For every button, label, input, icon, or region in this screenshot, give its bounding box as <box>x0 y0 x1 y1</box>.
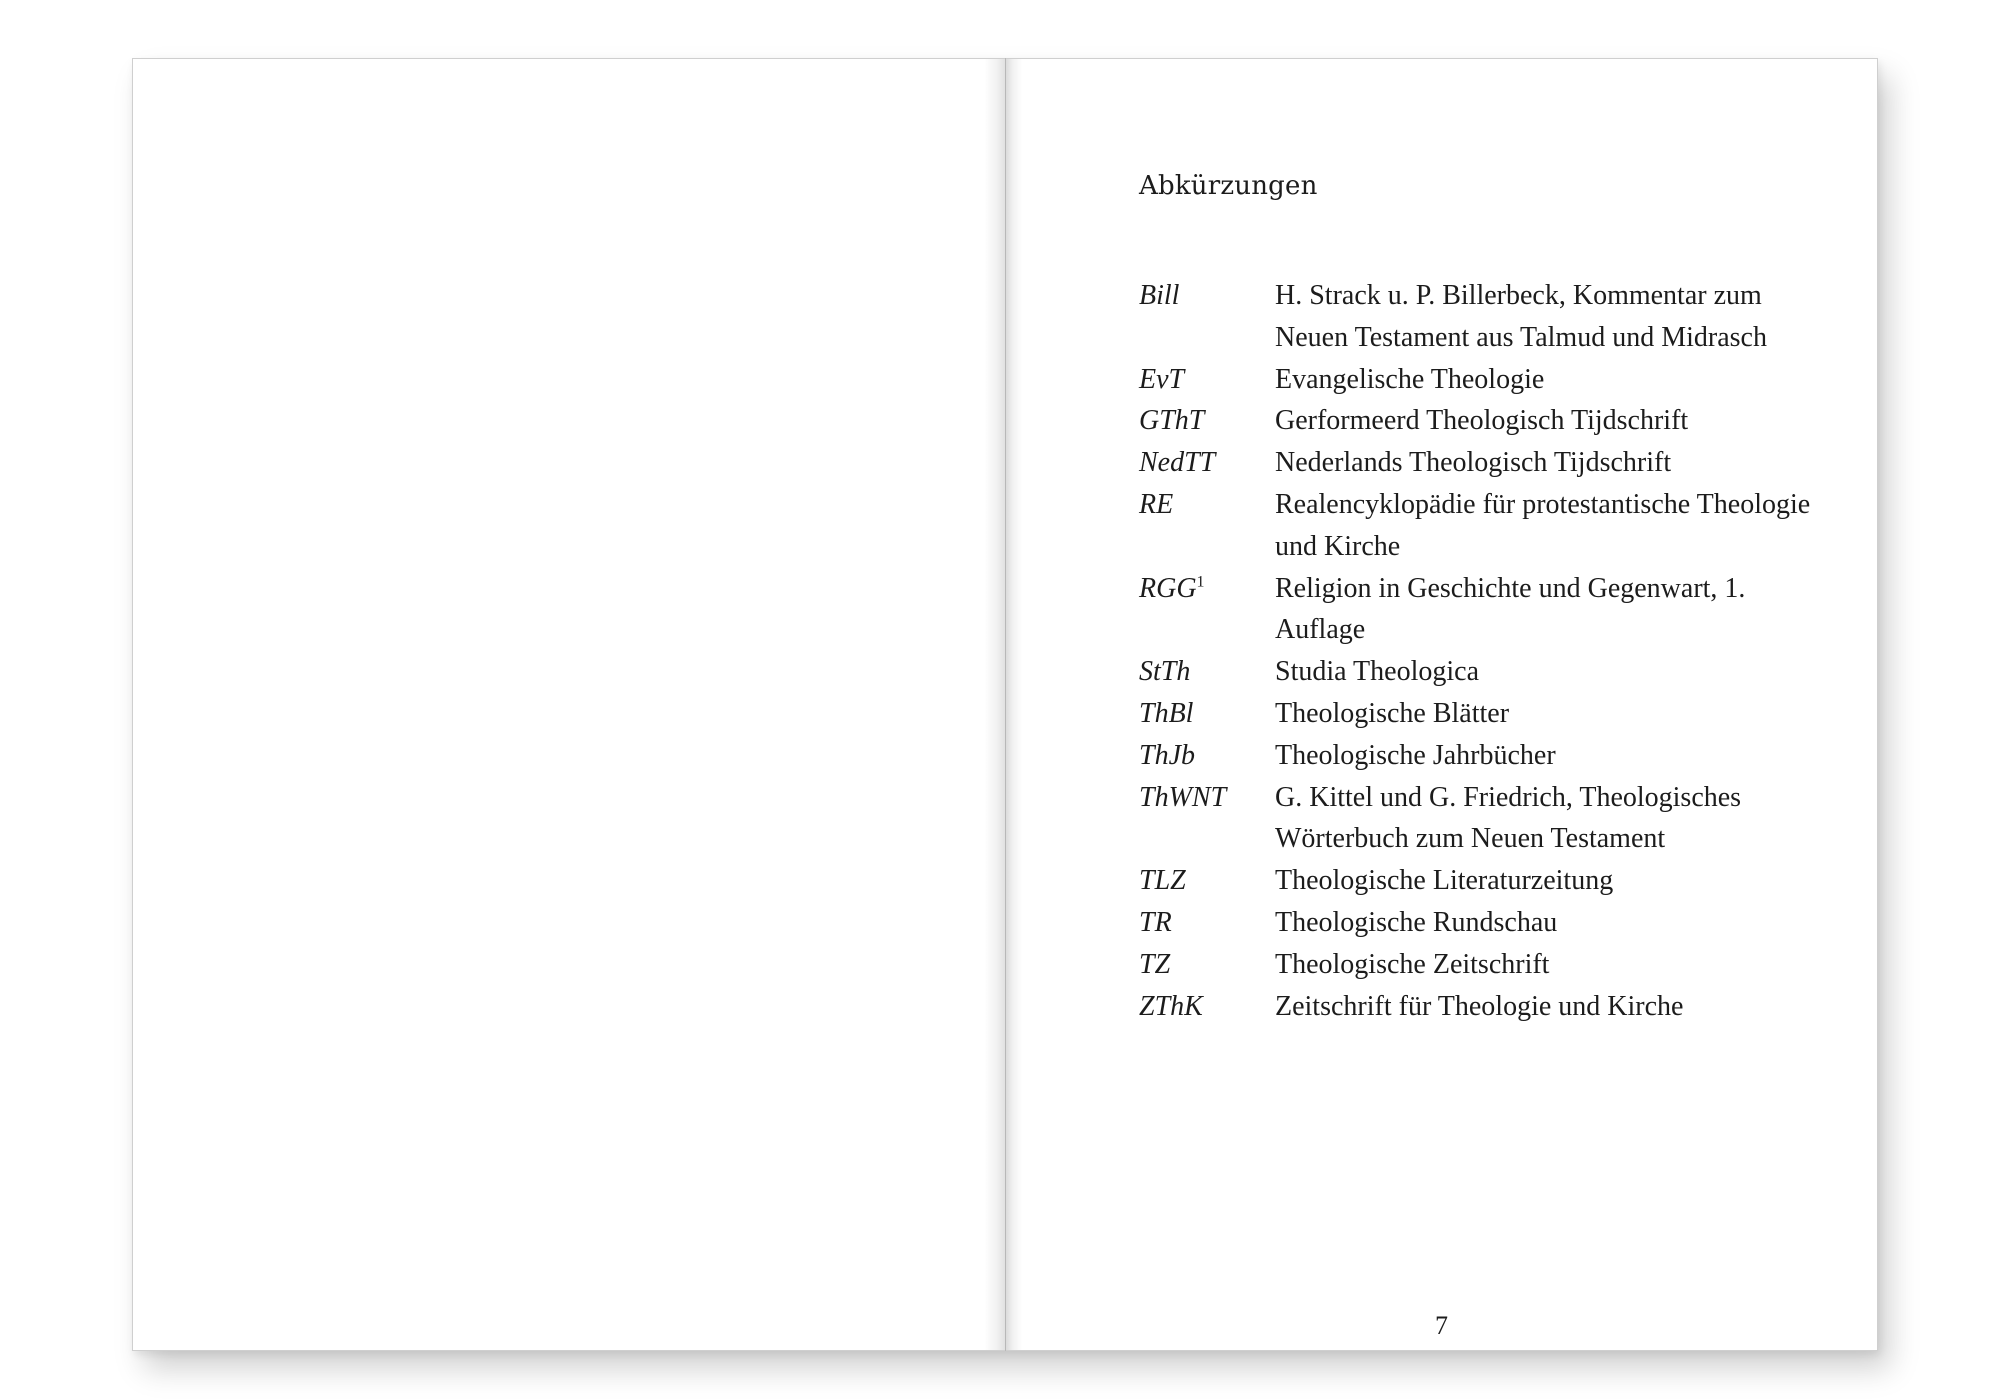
abbreviation-term <box>1139 400 1275 442</box>
abbreviation-entry <box>1139 442 1839 484</box>
abbreviation-entry <box>1139 693 1839 735</box>
abbreviation-term-text: ThJb <box>1139 739 1195 771</box>
right-page <box>1006 58 1878 1351</box>
abbreviation-definition: Theologische Zeitschrift <box>1275 948 1550 980</box>
right-page-gutter-shadow <box>1006 59 1022 1350</box>
abbreviation-term-text: StTh <box>1139 656 1191 688</box>
abbreviation-term <box>1139 735 1275 777</box>
abbreviation-term-text: RE <box>1139 488 1174 520</box>
abbreviation-term-text: GThT <box>1139 405 1205 437</box>
abbreviation-entry <box>1139 944 1839 986</box>
abbreviation-term <box>1139 860 1275 902</box>
abbreviation-definition: Zeitschrift für Theologie und Kirche <box>1275 990 1684 1022</box>
abbreviation-term-text: ThWNT <box>1139 781 1227 813</box>
abbreviation-definition: Nederlands Theologisch Tijdschrift <box>1275 447 1672 479</box>
abbreviation-term <box>1139 651 1275 693</box>
abbreviation-term <box>1139 484 1275 526</box>
abbreviation-term-text: TZ <box>1139 948 1171 980</box>
abbreviation-superscript: 1 <box>1196 573 1205 591</box>
abbreviation-definition: Theologische Blätter <box>1275 697 1510 729</box>
abbreviation-definition: Theologische Rundschau <box>1275 906 1558 938</box>
abbreviation-definition: Gerformeerd Theologisch Tijdschrift <box>1275 405 1689 437</box>
abbreviation-term <box>1139 359 1275 401</box>
abbreviation-entry <box>1139 735 1839 777</box>
abbreviation-term <box>1139 693 1275 735</box>
abbreviation-definition: Studia Theologica <box>1275 656 1479 688</box>
abbreviation-definition: H. Strack u. P. Billerbeck, Kommentar zum Neuen Testament aus Talmud und Midrasch <box>1275 280 1767 353</box>
abbreviation-entry <box>1139 777 1839 861</box>
abbreviation-term <box>1139 442 1275 484</box>
abbreviation-definition: G. Kittel und G. Friedrich, Theologisches Wörterbuch zum Neuen Testament <box>1275 781 1742 855</box>
abbreviation-term-text: ZThK <box>1139 990 1203 1022</box>
abbreviation-entry <box>1139 568 1839 652</box>
abbreviation-term-text: Bill <box>1139 280 1180 311</box>
abbreviation-definition: Evangelische Theologie <box>1275 363 1545 395</box>
book-spread <box>132 58 1878 1351</box>
abbreviation-term <box>1139 986 1275 1028</box>
abbreviation-term <box>1139 777 1275 819</box>
page-number: 7 <box>1435 1311 1448 1340</box>
left-page <box>132 58 1006 1351</box>
abbreviation-entry <box>1139 400 1839 442</box>
abbreviation-term <box>1139 568 1275 610</box>
abbreviation-definition: Realencyklopädie für protestantische Theologie und Kirche <box>1275 488 1811 562</box>
abbreviation-term-text: ThBl <box>1139 697 1194 729</box>
abbreviation-term <box>1139 275 1275 317</box>
page-title: Abkürzungen <box>1139 171 1318 201</box>
abbreviation-entry <box>1139 359 1839 401</box>
abbreviation-entry <box>1139 484 1839 568</box>
abbreviation-term-text: EvT <box>1139 363 1185 395</box>
abbreviation-entry <box>1139 860 1839 902</box>
abbreviation-definition: Religion in Geschichte und Gegenwart, 1. Auflage <box>1275 572 1746 646</box>
abbreviation-list <box>1139 275 1839 1027</box>
abbreviation-term-text: TR <box>1139 906 1172 938</box>
abbreviation-entry <box>1139 651 1839 693</box>
abbreviation-term <box>1139 944 1275 986</box>
abbreviation-term-text: RGG <box>1139 572 1197 604</box>
abbreviation-definition: Theologische Jahrbücher <box>1275 739 1556 771</box>
left-page-gutter-shadow <box>984 59 1006 1350</box>
abbreviation-definition: Theologische Literaturzeitung <box>1275 865 1614 897</box>
abbreviation-term-text: NedTT <box>1139 447 1216 479</box>
abbreviation-term-text: TLZ <box>1139 865 1186 897</box>
abbreviation-entry <box>1139 902 1839 944</box>
abbreviation-entry <box>1139 275 1839 359</box>
abbreviation-term <box>1139 902 1275 944</box>
abbreviation-entry <box>1139 986 1839 1028</box>
